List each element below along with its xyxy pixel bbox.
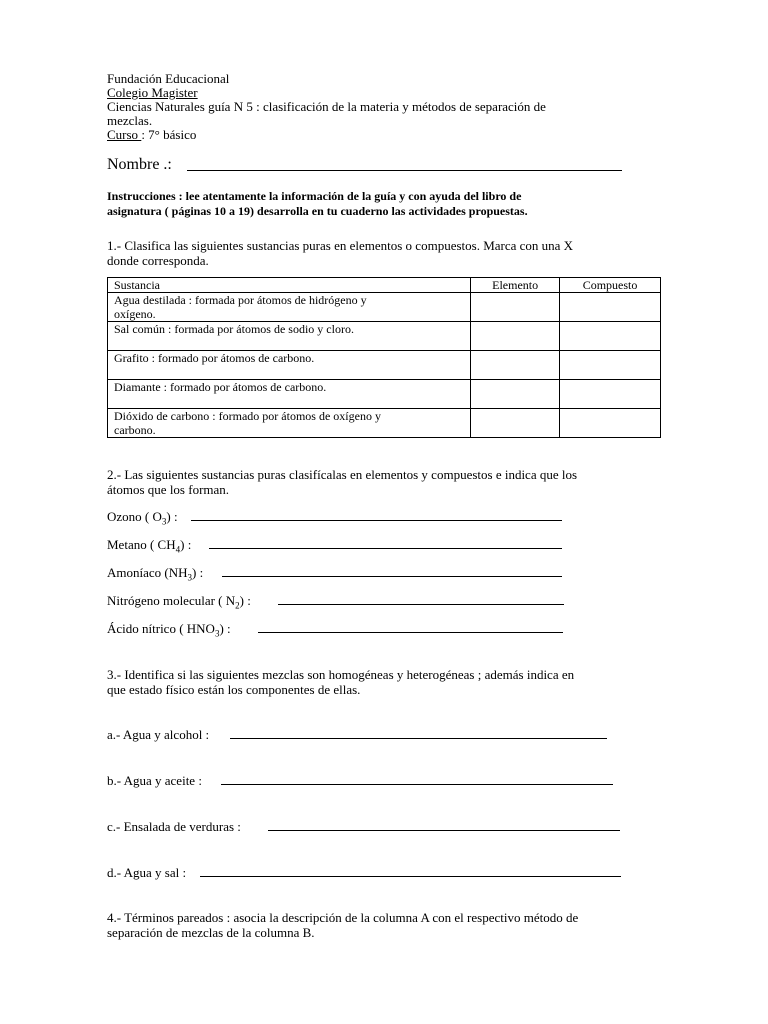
q2-item-ozono: Ozono ( $O_3$) : [107,509,178,527]
header-org: Fundación Educacional [107,71,230,86]
q3-item-b-answer-line[interactable] [221,784,613,785]
substance-text-l1: Diamante : formado por átomos de carbono. [114,380,327,394]
nombre-answer-line[interactable] [187,170,622,171]
acido-nitrico-answer-line[interactable] [258,632,563,633]
substance-cell [108,380,471,409]
compuesto-checkbox-cell[interactable] [560,380,661,409]
q4-line1: 4.- Términos pareados : asocia la descripción de la columna A con el respectivo método de [107,910,579,925]
q1-line2: donde corresponda. [107,253,209,268]
curso-label: Curso [107,127,142,142]
substance-text-l1: Agua destilada : formada por átomos de hidrógeno y [114,293,367,307]
elemento-checkbox-cell[interactable] [471,322,560,351]
ozono-answer-line[interactable] [191,520,562,521]
substance-text-l1: Dióxido de carbono : formado por átomos de oxígeno y [114,409,381,423]
q2-line2: átomos que los forman. [107,482,230,497]
substance-text-l2: oxígeno. [114,307,156,321]
substance-text-l1: Sal común : formada por átomos de sodio y cloro. [114,322,354,336]
elemento-checkbox-cell[interactable] [471,380,560,409]
q3-item-a-answer-line[interactable] [230,738,607,739]
q3-item-c: c.- Ensalada de verduras : [107,819,241,834]
q3-line2: que estado físico están los componentes de ellas. [107,682,361,697]
q2-item-acido-nitrico: Ácido nítrico ( $HNO_3$) : [107,621,231,639]
table-row [108,293,661,322]
q2-item-amoniaco: Amoníaco $(NH_3)$ : [107,565,204,583]
header-school: Colegio Magister [107,85,198,100]
q3-item-c-answer-line[interactable] [268,830,620,831]
compuesto-checkbox-cell[interactable] [560,293,661,322]
nitrogeno-answer-line[interactable] [278,604,564,605]
elemento-checkbox-cell[interactable] [471,409,560,438]
substance-cell [108,293,471,322]
compuesto-checkbox-cell[interactable] [560,351,661,380]
guide-title-line2: mezclas. [107,113,153,128]
q2-item-nitrogeno: Nitrógeno molecular ( $N_2$) : [107,593,251,611]
q2-line1: 2.- Las siguientes sustancias puras clasifícalas en elementos y compuestos e indica que los [107,467,578,482]
nombre-label: Nombre .: [107,156,172,173]
compuesto-checkbox-cell[interactable] [560,322,661,351]
q2-item-metano: Metano ( $CH_4$) : [107,537,192,555]
table-row [108,409,661,438]
instructions-line2: asignatura ( páginas 10 a 19) desarrolla en tu cuaderno las actividades propuestas. [107,204,528,218]
q3-item-d: d.- Agua y sal : [107,865,187,880]
curso-line [107,128,196,142]
q1-line1: 1.- Clasifica las siguientes sustancias puras en elementos o compuestos. Marca con una X [107,238,574,253]
q3-item-d-answer-line[interactable] [200,876,621,877]
q1-table-header-row [108,278,661,293]
q3-item-a: a.- Agua y alcohol : [107,727,210,742]
substance-cell [108,351,471,380]
col-header-sustancia: Sustancia [108,278,471,293]
instructions-line1: Instrucciones : lee atentamente la información de la guía y con ayuda del libro de [107,189,522,203]
substance-text-l1: Grafito : formado por átomos de carbono. [114,351,315,365]
q1-table [107,277,661,438]
elemento-checkbox-cell[interactable] [471,351,560,380]
substance-cell [108,322,471,351]
table-row [108,351,661,380]
amoniaco-answer-line[interactable] [222,576,562,577]
col-header-elemento: Elemento [471,278,560,293]
substance-cell [108,409,471,438]
curso-value: : 7° básico [141,127,197,142]
q3-item-b: b.- Agua y aceite : [107,773,202,788]
table-row [108,380,661,409]
col-header-compuesto: Compuesto [560,278,661,293]
q3-line1: 3.- Identifica si las siguientes mezclas son homogéneas y heterogéneas ; además indica en [107,667,575,682]
elemento-checkbox-cell[interactable] [471,293,560,322]
q4-line2: separación de mezclas de la columna B. [107,925,315,940]
substance-text-l2: carbono. [114,423,156,437]
metano-answer-line[interactable] [209,548,562,549]
table-row [108,322,661,351]
guide-title-line1: Ciencias Naturales guía N 5 : clasificación de la materia y métodos de separación de [107,99,546,114]
compuesto-checkbox-cell[interactable] [560,409,661,438]
